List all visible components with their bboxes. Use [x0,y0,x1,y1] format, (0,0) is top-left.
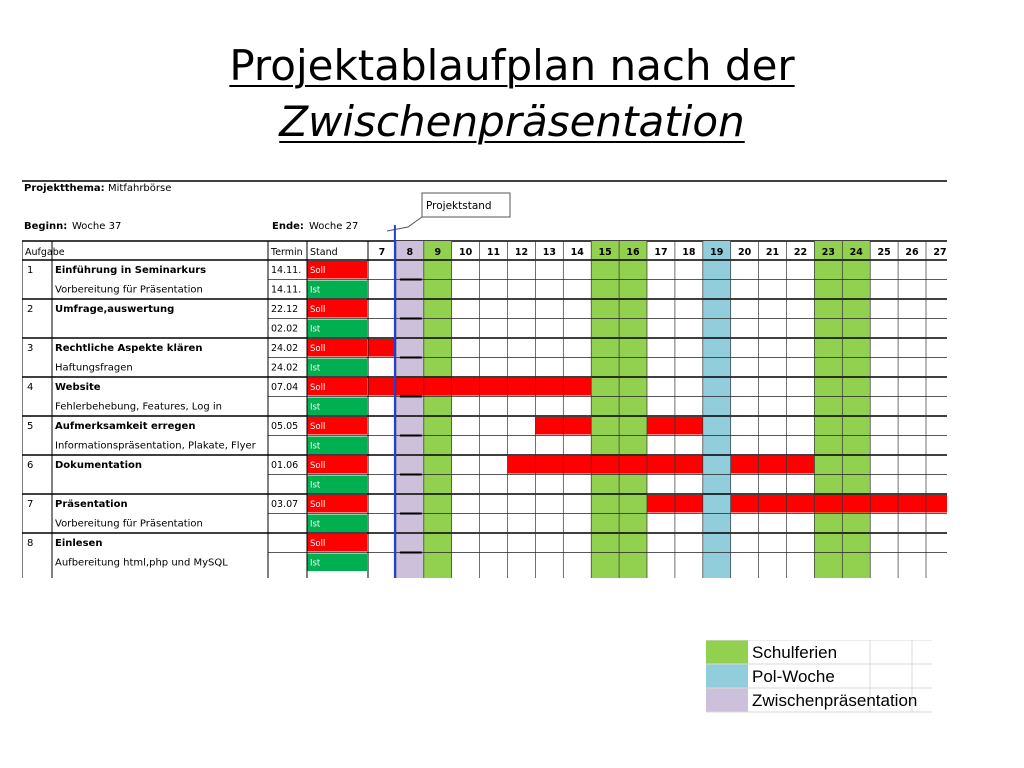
task-8-subtask: Aufbereitung html,php und MySQL [55,557,228,569]
week-header-9: 9 [434,247,442,258]
week-header-21: 21 [765,247,780,258]
task-6-number: 6 [27,460,34,471]
task-6-soll-bar-week-18 [675,456,703,474]
task-6-soll-label: Soll [310,461,326,471]
task-7-soll-bar-week-23 [814,495,842,513]
task-6-soll-bar-week-16 [619,456,647,474]
week-16-column-fill [619,241,647,578]
task-4-soll-label: Soll [310,383,326,393]
title-line-2: Zwischenpräsentation [279,97,745,146]
task-6-soll-bar-week-22 [787,456,815,474]
task-7-soll-bar-week-21 [759,495,787,513]
task-7-ist-label: Ist [310,519,321,530]
task-5-soll-label: Soll [310,422,326,432]
begin-label: Beginn: [24,221,68,232]
task-3-number: 3 [27,343,34,354]
week-header-23: 23 [821,247,835,258]
week-header-27: 27 [933,247,947,258]
task-1-soll-label: Soll [310,266,326,276]
task-3-soll-bar-week-7 [368,339,396,357]
task-5-number: 5 [27,421,34,432]
task-1-ist-date: 14.11. [271,284,302,296]
task-7-soll-label: Soll [310,500,326,510]
task-7-soll-bar-week-20 [731,495,759,513]
task-5-ist-label: Ist [310,441,321,452]
week-19-column-fill [703,241,731,578]
week-header-19: 19 [710,247,724,258]
legend-label-zwischenpraesentation: Zwischenpräsentation [752,691,918,710]
projektstand-callout-pointer [387,217,422,231]
task-8-name: Einlesen [55,538,103,549]
task-4-soll-bar-week-14 [563,378,591,396]
week-8-column-fill [396,241,424,578]
task-6-soll-bar-week-21 [759,456,787,474]
task-4-soll-bar-week-12 [508,378,536,396]
legend-swatch-schulferien [706,640,748,664]
task-4-soll-bar-week-9 [424,378,452,396]
project-value: Mitfahrbörse [108,183,172,194]
header-task: Aufgabe [25,247,65,258]
task-5-soll-bar-week-18 [675,417,703,435]
task-1-name: Einführung in Seminarkurs [55,265,207,276]
week-23-column-fill [814,241,842,578]
begin-value: Woche 37 [72,221,122,232]
task-4-number: 4 [27,382,34,393]
task-7-soll-bar-week-27 [926,495,947,513]
task-6-name: Dokumentation [55,460,142,471]
slide-title [0,38,1024,150]
task-1-number: 1 [27,265,34,276]
legend-swatch-zwischenpraesentation [706,688,748,712]
legend [706,640,932,714]
task-6-soll-bar-week-15 [591,456,619,474]
task-7-soll-date: 03.07 [271,499,299,510]
task-3-soll-label: Soll [310,344,326,354]
task-1-soll-date: 14.11. [271,265,302,276]
task-3-ist-label: Ist [310,363,321,374]
task-3-soll-date: 24.02 [271,343,299,354]
title-line-1: Projektablaufplan nach der [229,41,795,90]
week-header-10: 10 [459,247,473,258]
end-label: Ende: [272,221,304,232]
task-4-soll-bar-week-13 [535,378,563,396]
task-6-soll-bar-week-17 [647,456,675,474]
week-header-8: 8 [406,247,414,258]
task-4-soll-bar-week-7 [368,378,396,396]
task-4-soll-bar-week-10 [452,378,480,396]
task-3-ist-date: 24.02 [271,362,299,374]
week-header-12: 12 [514,247,529,258]
projektstand-callout-label: Projektstand [426,200,492,212]
task-6-soll-bar-week-14 [563,456,591,474]
task-1-ist-label: Ist [310,285,321,296]
task-7-subtask: Vorbereitung für Präsentation [55,518,203,530]
task-2-ist-date: 02.02 [271,323,299,335]
project-label: Projektthema: [24,183,105,194]
gantt-chart-sheet [22,179,947,583]
task-7-name: Präsentation [55,499,128,510]
task-7-soll-bar-week-25 [870,495,898,513]
task-5-soll-date: 05.05 [271,421,299,432]
task-4-subtask: Fehlerbehebung, Features, Log in [55,401,222,413]
task-4-soll-bar-week-11 [480,378,508,396]
task-1-subtask: Vorbereitung für Präsentation [55,284,203,296]
task-5-soll-bar-week-13 [535,417,563,435]
task-3-name: Rechtliche Aspekte klären [55,343,203,354]
header-stand: Stand [310,247,338,258]
task-7-soll-bar-week-22 [787,495,815,513]
week-header-13: 13 [542,247,556,258]
task-5-soll-bar-week-17 [647,417,675,435]
task-6-soll-bar-week-12 [508,456,536,474]
task-3-subtask: Haftungsfragen [55,362,133,374]
week-header-16: 16 [626,247,640,258]
week-header-22: 22 [793,247,808,258]
week-15-column-fill [591,241,619,578]
task-7-number: 7 [27,499,34,510]
task-5-subtask: Informationspräsentation, Plakate, Flyer [55,440,256,452]
task-4-soll-date: 07.04 [271,382,299,393]
task-2-number: 2 [27,304,34,315]
task-8-ist-label: Ist [310,558,321,569]
task-2-ist-label: Ist [310,324,321,335]
task-7-soll-bar-week-24 [842,495,870,513]
header-termin: Termin [271,247,303,258]
week-header-17: 17 [654,247,668,258]
task-2-name: Umfrage,auswertung [55,304,175,315]
task-8-soll-label: Soll [310,539,326,549]
legend-label-pol-woche: Pol-Woche [752,667,835,686]
task-7-soll-bar-week-18 [675,495,703,513]
week-header-26: 26 [905,247,919,258]
task-7-soll-bar-week-17 [647,495,675,513]
task-4-soll-bar-week-8 [396,378,424,396]
task-5-soll-bar-week-14 [563,417,591,435]
end-value: Woche 27 [309,221,359,232]
task-2-soll-label: Soll [310,305,326,315]
task-6-ist-label: Ist [310,480,321,491]
task-6-soll-bar-week-13 [535,456,563,474]
week-header-7: 7 [378,247,386,258]
week-header-24: 24 [849,247,863,258]
task-4-name: Website [55,382,101,393]
task-5-name: Aufmerksamkeit erregen [55,421,196,432]
task-4-ist-label: Ist [310,402,321,413]
week-header-20: 20 [738,247,752,258]
task-6-soll-date: 01.06 [271,460,299,471]
task-2-soll-date: 22.12 [271,304,299,315]
legend-swatch-pol-woche [706,664,748,688]
week-header-25: 25 [877,247,891,258]
task-7-soll-bar-week-26 [898,495,926,513]
task-8-number: 8 [27,538,34,549]
task-6-soll-bar-week-20 [731,456,759,474]
week-9-column-fill [424,241,452,578]
week-header-15: 15 [598,247,612,258]
week-24-column-fill [842,241,870,578]
legend-label-schulferien: Schulferien [752,643,838,662]
week-header-14: 14 [570,247,584,258]
week-header-11: 11 [486,247,501,258]
week-header-18: 18 [682,247,696,258]
